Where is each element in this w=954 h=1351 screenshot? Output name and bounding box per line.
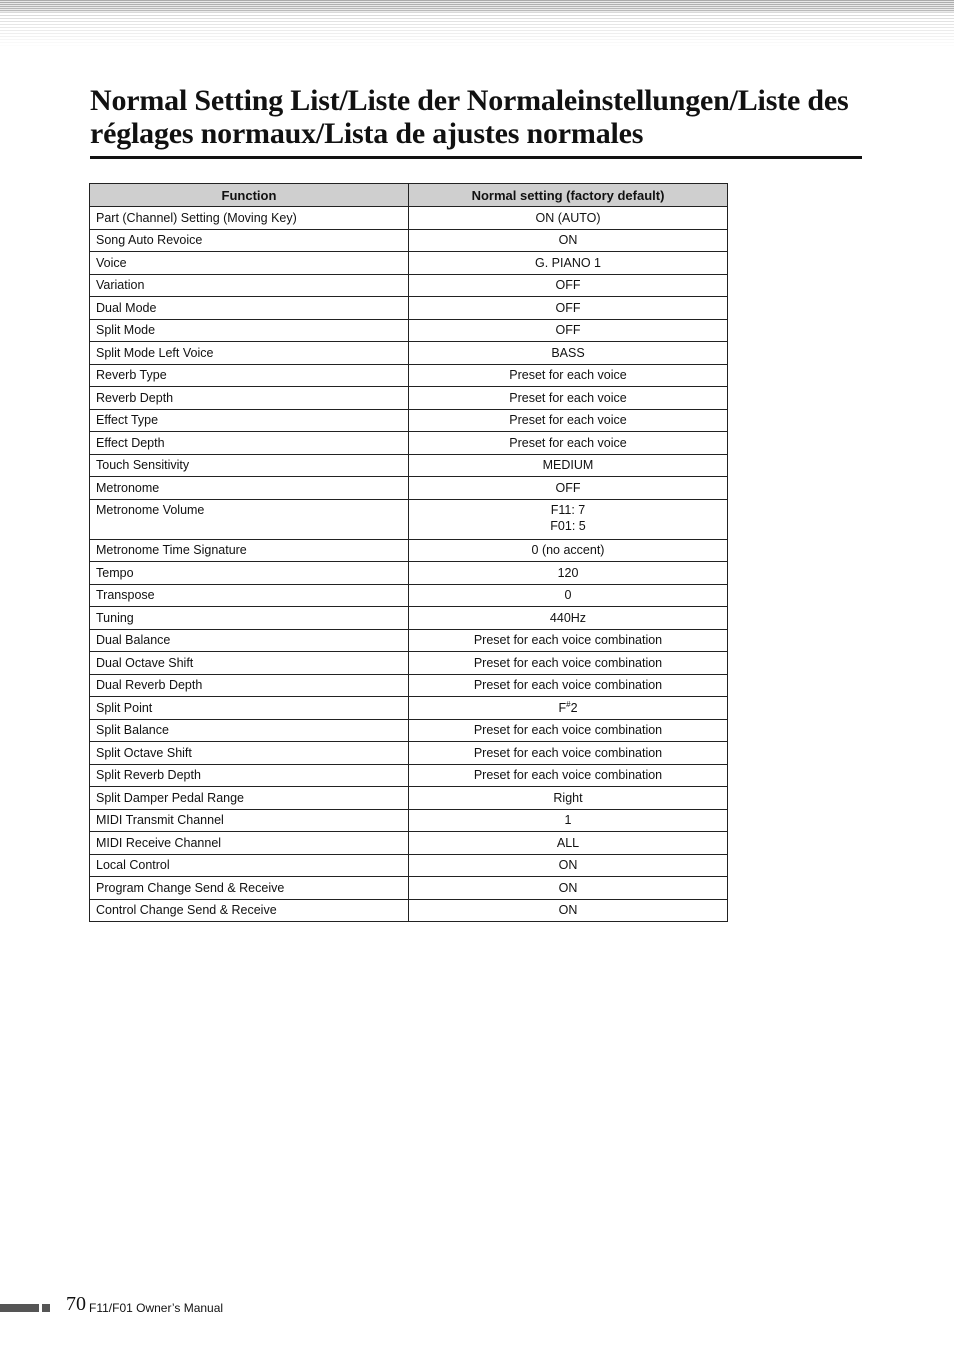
value-cell	[409, 499, 728, 539]
table-row	[90, 252, 728, 275]
table-row	[90, 764, 728, 787]
function-cell: Split Point	[90, 697, 409, 720]
function-cell: Part (Channel) Setting (Moving Key)	[90, 207, 409, 230]
function-cell: Split Octave Shift	[90, 742, 409, 765]
value-cell: OFF	[409, 319, 728, 342]
note-name: F	[558, 700, 567, 715]
table-row	[90, 697, 728, 720]
function-cell: Split Reverb Depth	[90, 764, 409, 787]
table-row	[90, 584, 728, 607]
value-cell: 0 (no accent)	[409, 539, 728, 562]
table-row	[90, 477, 728, 500]
normal-settings-table	[89, 183, 728, 922]
value-cell: 440Hz	[409, 607, 728, 630]
table-row	[90, 387, 728, 410]
function-cell: Dual Reverb Depth	[90, 674, 409, 697]
function-cell: Metronome Time Signature	[90, 539, 409, 562]
footer-square	[42, 1304, 50, 1312]
column-header-normal-setting: Normal setting (factory default)	[409, 184, 728, 207]
function-cell: Touch Sensitivity	[90, 454, 409, 477]
function-cell: Dual Mode	[90, 297, 409, 320]
table-row	[90, 607, 728, 630]
value-cell: Preset for each voice combination	[409, 764, 728, 787]
function-cell: Split Mode Left Voice	[90, 342, 409, 365]
function-cell: Variation	[90, 274, 409, 297]
header-stripes	[0, 0, 954, 48]
function-cell: Split Damper Pedal Range	[90, 787, 409, 810]
title-rule	[90, 156, 862, 159]
table-row	[90, 499, 728, 539]
page-number: 70	[66, 1293, 86, 1315]
value-cell: MEDIUM	[409, 454, 728, 477]
value-cell: ON	[409, 229, 728, 252]
value-cell: ON	[409, 877, 728, 900]
table-row	[90, 454, 728, 477]
function-cell: Reverb Type	[90, 364, 409, 387]
value-cell	[409, 697, 728, 720]
function-cell: Dual Balance	[90, 629, 409, 652]
value-cell: ON (AUTO)	[409, 207, 728, 230]
table-row	[90, 719, 728, 742]
value-cell: OFF	[409, 297, 728, 320]
function-cell: Split Balance	[90, 719, 409, 742]
table-row	[90, 432, 728, 455]
value-cell: ON	[409, 854, 728, 877]
value-cell: Preset for each voice combination	[409, 719, 728, 742]
table-row	[90, 409, 728, 432]
table-row	[90, 652, 728, 675]
function-cell: Effect Type	[90, 409, 409, 432]
function-cell: Tempo	[90, 562, 409, 585]
value-cell: 120	[409, 562, 728, 585]
value-cell: Preset for each voice combination	[409, 652, 728, 675]
function-cell: Metronome Volume	[90, 499, 409, 539]
manual-name: F11/F01 Owner’s Manual	[89, 1301, 224, 1315]
value-cell: Preset for each voice	[409, 409, 728, 432]
value-cell: OFF	[409, 274, 728, 297]
table-row	[90, 319, 728, 342]
footer-bar	[0, 1304, 39, 1312]
table-row	[90, 562, 728, 585]
value-cell: Preset for each voice	[409, 387, 728, 410]
table-row	[90, 742, 728, 765]
value-cell: OFF	[409, 477, 728, 500]
function-cell: Reverb Depth	[90, 387, 409, 410]
table-row	[90, 342, 728, 365]
note-octave: 2	[570, 700, 578, 715]
function-cell: Tuning	[90, 607, 409, 630]
column-header-function: Function	[90, 184, 409, 207]
value-cell: Preset for each voice combination	[409, 742, 728, 765]
value-cell: G. PIANO 1	[409, 252, 728, 275]
value-cell: 1	[409, 809, 728, 832]
page-title: Normal Setting List/Liste der Normaleinstellungen/Liste des réglages normaux/Lista de ajustes normales	[90, 84, 849, 150]
value-cell: ON	[409, 899, 728, 922]
function-cell: Metronome	[90, 477, 409, 500]
function-cell: Effect Depth	[90, 432, 409, 455]
table-row	[90, 229, 728, 252]
value-cell: Right	[409, 787, 728, 810]
table-row	[90, 854, 728, 877]
table-row	[90, 877, 728, 900]
value-cell: Preset for each voice	[409, 364, 728, 387]
function-cell: Local Control	[90, 854, 409, 877]
table-header-row	[90, 184, 728, 207]
value-cell: ALL	[409, 832, 728, 855]
function-cell: Voice	[90, 252, 409, 275]
sharp-sign: #	[566, 699, 571, 709]
function-cell: Control Change Send & Receive	[90, 899, 409, 922]
function-cell: MIDI Transmit Channel	[90, 809, 409, 832]
table-row	[90, 207, 728, 230]
table-row	[90, 629, 728, 652]
table-row	[90, 274, 728, 297]
value-line: F01: 5	[550, 518, 586, 533]
value-cell: Preset for each voice	[409, 432, 728, 455]
table-row	[90, 674, 728, 697]
table-row	[90, 832, 728, 855]
table-row	[90, 539, 728, 562]
table-row	[90, 297, 728, 320]
function-cell: Split Mode	[90, 319, 409, 342]
function-cell: Song Auto Revoice	[90, 229, 409, 252]
function-cell: Program Change Send & Receive	[90, 877, 409, 900]
table-row	[90, 364, 728, 387]
table-row	[90, 787, 728, 810]
value-line: F11: 7	[550, 502, 586, 517]
function-cell: Dual Octave Shift	[90, 652, 409, 675]
value-cell: Preset for each voice combination	[409, 629, 728, 652]
value-cell: Preset for each voice combination	[409, 674, 728, 697]
value-cell: BASS	[409, 342, 728, 365]
function-cell: MIDI Receive Channel	[90, 832, 409, 855]
table-row	[90, 809, 728, 832]
value-cell: 0	[409, 584, 728, 607]
function-cell: Transpose	[90, 584, 409, 607]
table-row	[90, 899, 728, 922]
